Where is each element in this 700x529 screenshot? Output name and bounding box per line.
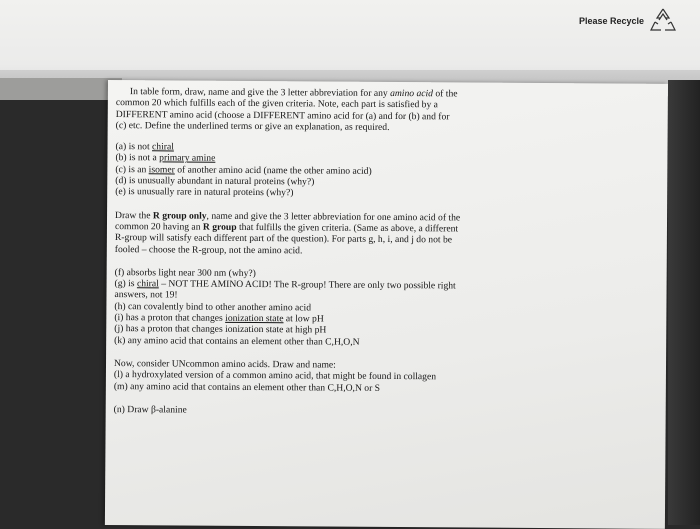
intro-paragraph bbox=[116, 86, 656, 135]
rgroup-bold: R group only bbox=[152, 209, 207, 222]
underlined-term: isomer bbox=[148, 164, 175, 176]
item-text: of another amino acid (name the other amino acid) bbox=[174, 164, 372, 177]
item-text: (g) is bbox=[114, 278, 138, 290]
part1-list bbox=[115, 141, 655, 201]
rgroup-line-4: fooled – choose the R-group, not the amino acid. bbox=[114, 243, 303, 256]
recycle-notice bbox=[579, 6, 678, 36]
uncommon-intro: Now, consider UNcommon amino acids. Draw and name: bbox=[113, 357, 336, 371]
rgroup-text: , name and give the 3 letter abbreviation for one amino acid of the bbox=[206, 210, 461, 224]
intro-line-3: DIFFERENT amino acid (choose a DIFFERENT amino acid for (a) and for (b) and for bbox=[115, 108, 450, 122]
item-e: (e) is unusually rare in natural proteins (why?) bbox=[115, 186, 294, 199]
item-f: (f) absorbs light near 300 nm (why?) bbox=[114, 266, 256, 279]
rgroup-text: that fulfills the given criteria. (Same as above, a different bbox=[236, 221, 459, 235]
item-text: (a) is not bbox=[115, 141, 153, 153]
item-text: (c) is an bbox=[115, 163, 149, 176]
item-text: (i) has a proton that changes bbox=[114, 312, 226, 324]
recycle-icon bbox=[648, 6, 678, 36]
part3-list bbox=[114, 358, 654, 396]
underlined-term: ionization state bbox=[225, 312, 284, 325]
item-n: (n) Draw β-alanine bbox=[113, 403, 187, 416]
item-b bbox=[115, 153, 215, 165]
item-l: (l) a hydroxylated version of a common amino acid, that might be found in collagen bbox=[113, 369, 437, 383]
item-a bbox=[115, 141, 173, 152]
item-j: (j) has a proton that changes ionization state at high pH bbox=[114, 323, 327, 336]
dark-edge bbox=[668, 80, 700, 525]
intro-emphasis: amino acid bbox=[390, 87, 434, 100]
part4-list bbox=[114, 404, 654, 419]
underlined-term: primary amine bbox=[159, 152, 216, 165]
rgroup-text: Draw the bbox=[115, 209, 153, 221]
worksheet-text bbox=[114, 86, 656, 419]
item-text: (b) is not a bbox=[115, 152, 160, 164]
intro-line-4: (c) etc. Define the underlined terms or give an explanation, as required. bbox=[115, 119, 390, 133]
intro-line-2: common 20 which fulfills each of the given criteria. Note, each part is satisfied by a bbox=[115, 97, 438, 111]
item-m: (m) any amino acid that contains an element other than C,H,O,N or S bbox=[113, 380, 381, 394]
intro-text: In table form, draw, name and give the 3 letter abbreviation for any bbox=[129, 86, 391, 99]
recycle-label: Please Recycle bbox=[578, 16, 644, 26]
worksheet-page bbox=[105, 80, 668, 529]
item-k: (k) any amino acid that contains an element other than C,H,O,N bbox=[114, 334, 360, 348]
intro-text: of the bbox=[432, 88, 458, 100]
part2-list bbox=[114, 267, 655, 350]
item-d: (d) is unusually abundant in natural proteins (why?) bbox=[115, 175, 315, 188]
rgroup-paragraph bbox=[115, 210, 655, 259]
rgroup-line-3: R-group will satisfy each different part of the question). For parts g, h, i, and j do not be bbox=[114, 232, 453, 246]
gray-band bbox=[0, 78, 122, 100]
rgroup-text: common 20 having an bbox=[114, 221, 203, 233]
item-text: – NOT THE AMINO ACID! The R-group! There are only two possible right bbox=[158, 278, 456, 292]
underlined-term: chiral bbox=[136, 278, 159, 290]
item-text: at low pH bbox=[283, 313, 324, 325]
item-g-continued: answers, not 19! bbox=[114, 289, 178, 301]
underlined-term: chiral bbox=[152, 141, 174, 153]
item-h: (h) can covalently bind to other another amino acid bbox=[114, 300, 312, 314]
rgroup-bold: R group bbox=[202, 221, 237, 233]
